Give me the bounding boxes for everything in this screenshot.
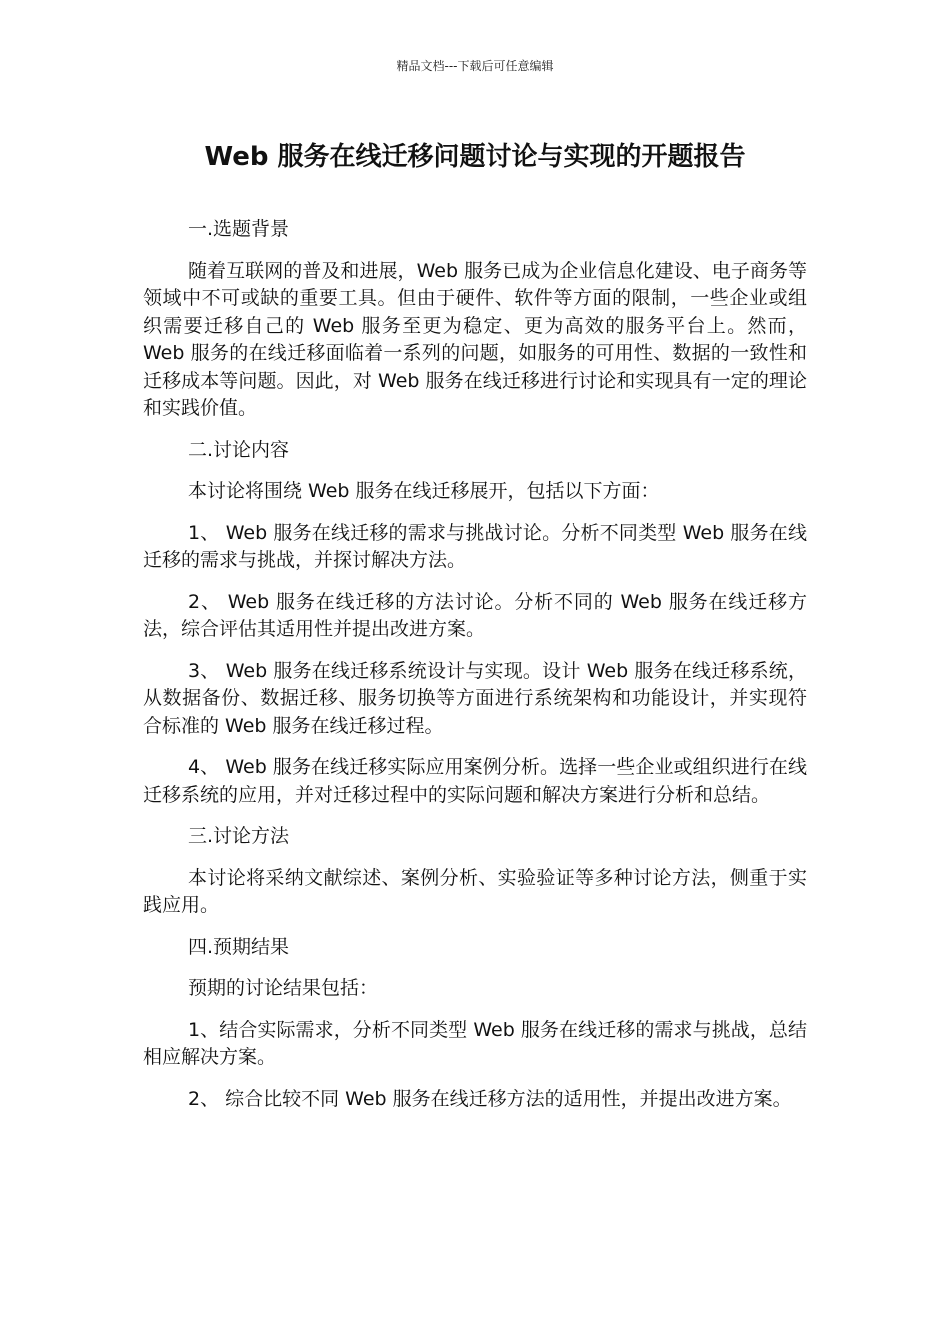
- expected-result-item-2: 2、 综合比较不同 Web 服务在线迁移方法的适用性，并提出改进方案。: [188, 1087, 792, 1110]
- section-heading-method: 三.讨论方法: [188, 825, 290, 847]
- method-paragraph: 本讨论将采纳文献综述、案例分析、实验验证等多种讨论方法，侧重于实践应用。: [143, 866, 807, 916]
- page-header-note: 精品文档---下载后可任意编辑: [396, 59, 554, 73]
- document-body: [143, 216, 807, 1127]
- content-item-1: 1、 Web 服务在线迁移的需求与挑战讨论。分析不同类型 Web 服务在线迁移的需求与挑战，并探讨解决方法。: [143, 521, 807, 571]
- section-heading-content: 二.讨论内容: [188, 438, 290, 461]
- expected-results-intro: 预期的讨论结果包括：: [188, 977, 379, 999]
- content-item-3: 3、 Web 服务在线迁移系统设计与实现。设计 Web 服务在线迁移系统，从数据备份、数据迁移、服务切换等方面进行系统架构和功能设计，并实现符合标准的 Web 服务在线迁移过程。: [143, 659, 807, 737]
- expected-result-item-1: 1、结合实际需求，分析不同类型 Web 服务在线迁移的需求与挑战，总结相应解决方案。: [143, 1018, 807, 1068]
- content-item-4: 4、 Web 服务在线迁移实际应用案例分析。选择一些企业或组织进行在线迁移系统的应用，并对迁移过程中的实际问题和解决方案进行分析和总结。: [143, 756, 807, 806]
- section-heading-expected-results: 四.预期结果: [188, 935, 290, 958]
- content-item-2: 2、 Web 服务在线迁移的方法讨论。分析不同的 Web 服务在线迁移方法，综合评估其适用性并提出改进方案。: [143, 590, 807, 640]
- background-paragraph: 随着互联网的普及和进展，Web 服务已成为企业信息化建设、电子商务等领域中不可或缺的重要工具。但由于硬件、软件等方面的限制，一些企业或组织需要迁移自己的 Web 服务至更为稳定、更为高效的服务平台上。然而，Web 服务的在线迁移面临着一系列的问题，如服务的可用性、数据的一致性和迁移成本等问题。因此，对 Web 服务在线迁移进行讨论和实现具有一定的理论和实践价值。: [143, 259, 807, 419]
- content-intro-paragraph: 本讨论将围绕 Web 服务在线迁移展开，包括以下方面：: [188, 480, 660, 502]
- document-title: Web 服务在线迁移问题讨论与实现的开题报告: [204, 142, 746, 172]
- section-heading-background: 一.选题背景: [188, 218, 290, 240]
